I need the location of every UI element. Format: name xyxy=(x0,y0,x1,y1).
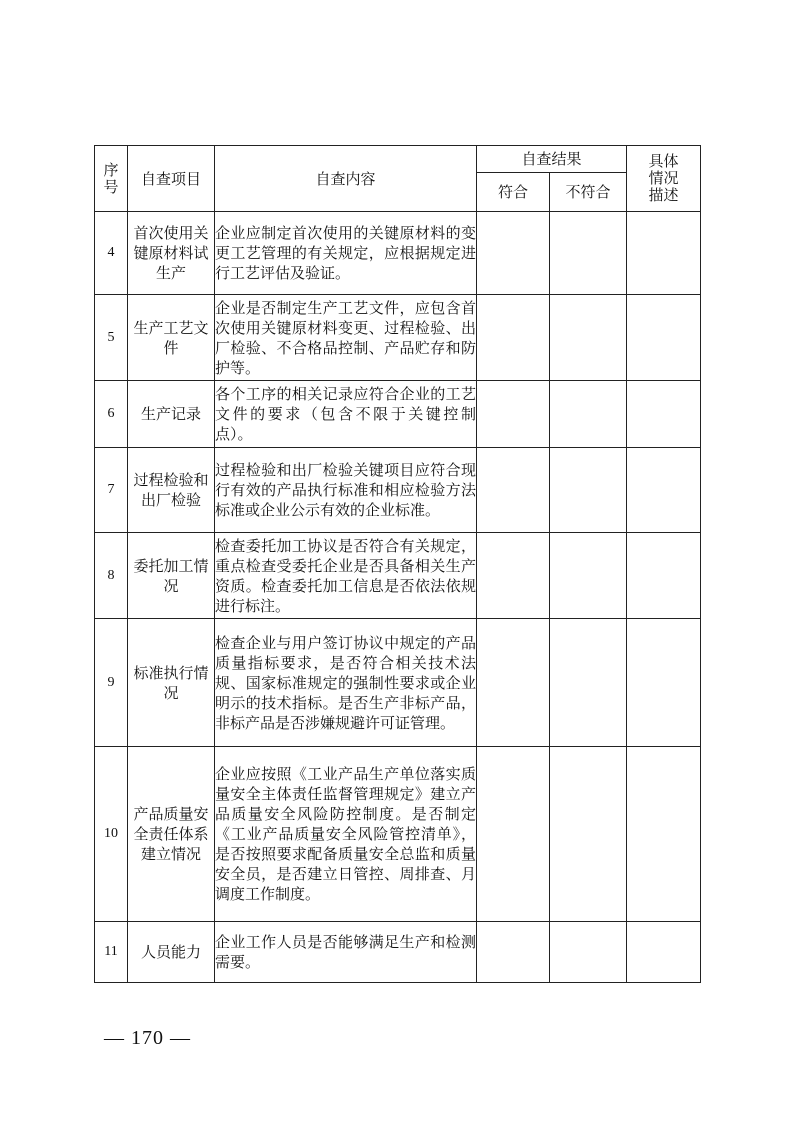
row-number: 10 xyxy=(95,747,128,922)
row-content: 各个工序的相关记录应符合企业的工艺文件的要求（包含不限于关键控制点）。 xyxy=(215,381,477,448)
nonconform-cell[interactable] xyxy=(550,619,627,747)
nonconform-cell[interactable] xyxy=(550,533,627,619)
row-item: 人员能力 xyxy=(128,922,215,983)
row-number: 4 xyxy=(95,212,128,295)
nonconform-cell[interactable] xyxy=(550,381,627,448)
nonconform-cell[interactable] xyxy=(550,295,627,381)
row-item: 生产工艺文件 xyxy=(128,295,215,381)
row-item: 标准执行情况 xyxy=(128,619,215,747)
detail-cell[interactable] xyxy=(627,922,701,983)
row-number: 8 xyxy=(95,533,128,619)
row-item: 首次使用关键原材料试生产 xyxy=(128,212,215,295)
row-number: 6 xyxy=(95,381,128,448)
nonconform-cell[interactable] xyxy=(550,448,627,533)
header-seq: 序号 xyxy=(95,146,128,212)
table-row xyxy=(95,747,701,922)
detail-cell[interactable] xyxy=(627,533,701,619)
row-content: 企业是否制定生产工艺文件，应包含首次使用关键原材料变更、过程检验、出厂检验、不合格品控制、产品贮存和防护等。 xyxy=(215,295,477,381)
conform-cell[interactable] xyxy=(477,533,550,619)
row-number: 11 xyxy=(95,922,128,983)
table-row xyxy=(95,922,701,983)
conform-cell[interactable] xyxy=(477,747,550,922)
nonconform-cell[interactable] xyxy=(550,922,627,983)
header-result: 自查结果 xyxy=(477,146,627,173)
conform-cell[interactable] xyxy=(477,619,550,747)
row-item: 产品质量安全责任体系建立情况 xyxy=(128,747,215,922)
table-row xyxy=(95,212,701,295)
self-inspection-table xyxy=(94,145,701,983)
table-row xyxy=(95,295,701,381)
conform-cell[interactable] xyxy=(477,381,550,448)
conform-cell[interactable] xyxy=(477,295,550,381)
table-row xyxy=(95,381,701,448)
row-item: 委托加工情况 xyxy=(128,533,215,619)
row-content: 企业应按照《工业产品生产单位落实质量安全主体责任监督管理规定》建立产品质量安全风险防控制度。是否制定《工业产品质量安全风险管控清单》，是否按照要求配备质量安全总监和质量安全员，是否建立日管控、周排查、月调度工作制度。 xyxy=(215,747,477,922)
table-row xyxy=(95,533,701,619)
header-item: 自查项目 xyxy=(128,146,215,212)
table-row xyxy=(95,448,701,533)
header-conform: 符合 xyxy=(477,173,550,212)
row-item: 过程检验和出厂检验 xyxy=(128,448,215,533)
nonconform-cell[interactable] xyxy=(550,747,627,922)
row-content: 检查委托加工协议是否符合有关规定，重点检查受委托企业是否具备相关生产资质。检查委托加工信息是否依法依规进行标注。 xyxy=(215,533,477,619)
row-number: 9 xyxy=(95,619,128,747)
conform-cell[interactable] xyxy=(477,448,550,533)
row-item: 生产记录 xyxy=(128,381,215,448)
row-number: 7 xyxy=(95,448,128,533)
row-content: 检查企业与用户签订协议中规定的产品质量指标要求，是否符合相关技术法规、国家标准规定的强制性要求或企业明示的技术指标。是否生产非标产品，非标产品是否涉嫌规避许可证管理。 xyxy=(215,619,477,747)
row-content: 过程检验和出厂检验关键项目应符合现行有效的产品执行标准和相应检验方法标准或企业公示有效的企业标准。 xyxy=(215,448,477,533)
header-nonconform: 不符合 xyxy=(550,173,627,212)
detail-cell[interactable] xyxy=(627,747,701,922)
conform-cell[interactable] xyxy=(477,212,550,295)
header-content: 自查内容 xyxy=(215,146,477,212)
conform-cell[interactable] xyxy=(477,922,550,983)
detail-cell[interactable] xyxy=(627,295,701,381)
table-row xyxy=(95,619,701,747)
page-number: — 170 — xyxy=(104,1027,191,1049)
row-number: 5 xyxy=(95,295,128,381)
row-content: 企业工作人员是否能够满足生产和检测需要。 xyxy=(215,922,477,983)
detail-cell[interactable] xyxy=(627,448,701,533)
detail-cell[interactable] xyxy=(627,381,701,448)
detail-cell[interactable] xyxy=(627,212,701,295)
detail-cell[interactable] xyxy=(627,619,701,747)
nonconform-cell[interactable] xyxy=(550,212,627,295)
header-detail: 具体情况描述 xyxy=(627,146,701,212)
row-content: 企业应制定首次使用的关键原材料的变更工艺管理的有关规定，应根据规定进行工艺评估及验证。 xyxy=(215,212,477,295)
